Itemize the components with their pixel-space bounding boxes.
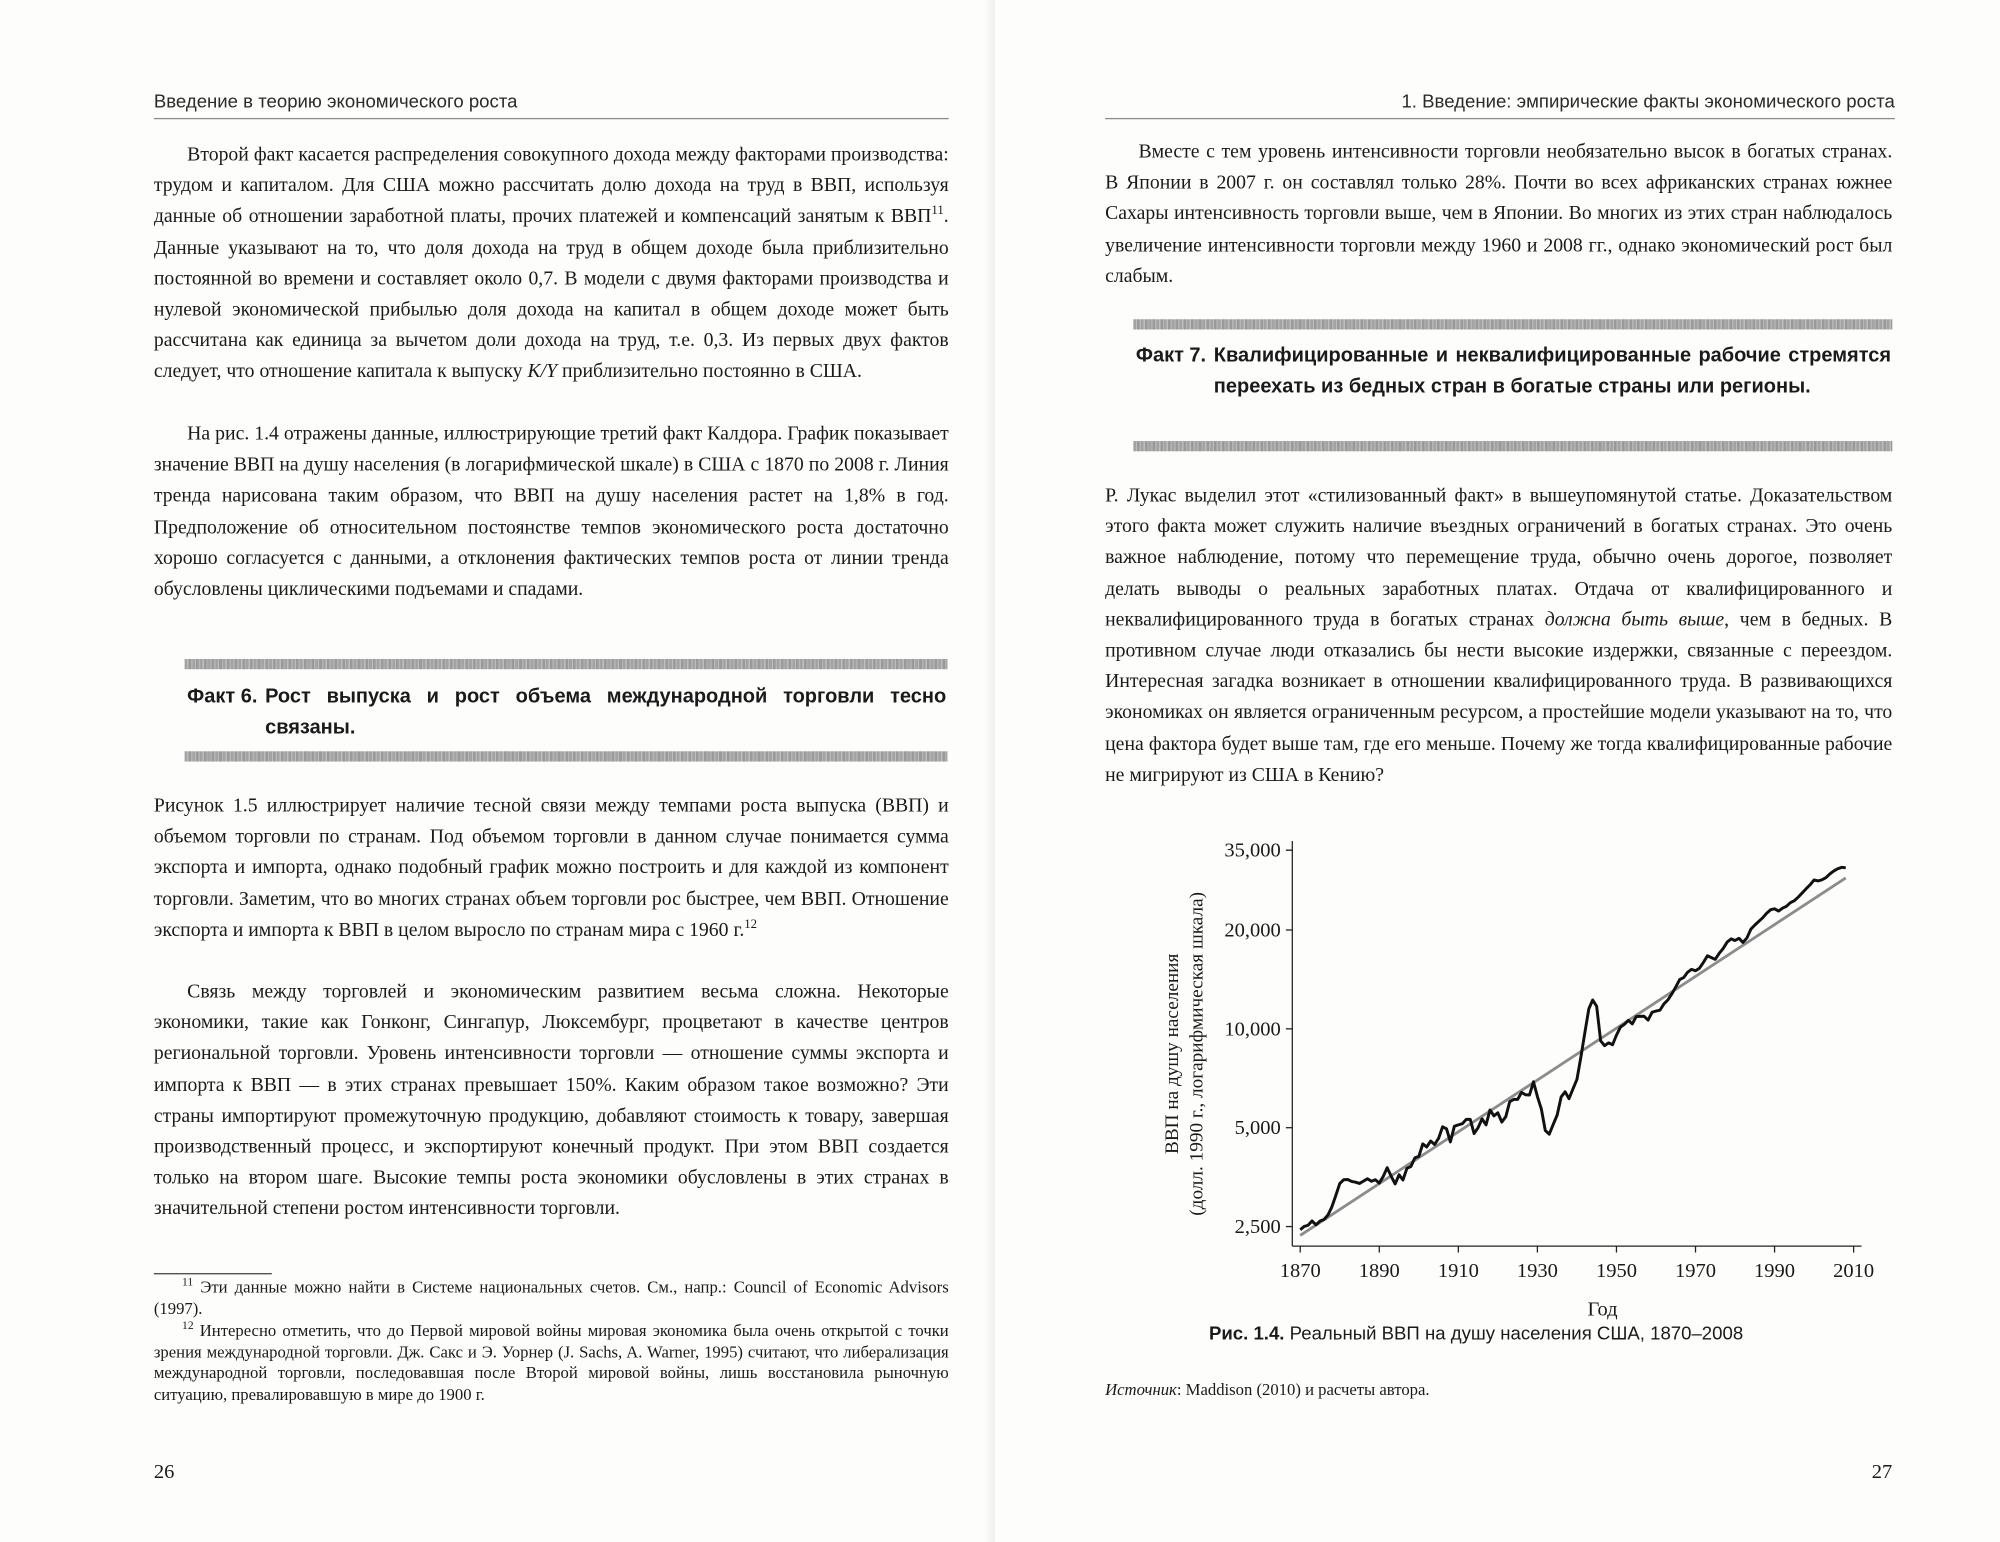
fact6-bottom-bar [185, 751, 948, 761]
y-tick-label: 35,000 [1224, 839, 1281, 862]
running-header-right: 1. Введение: эмпирические факты экономического роста [1401, 92, 1895, 113]
emphasis: должна быть выше [1544, 608, 1725, 631]
x-axis-title: Год [1587, 1298, 1618, 1321]
chart-y-axis-title-line1: ВВП на душу населения [1162, 953, 1184, 1155]
x-tick-label: 1870 [1279, 1259, 1321, 1282]
fact7-label: Факт 7. [1135, 344, 1207, 367]
figure-caption-label: Рис. 1.4. [1208, 1324, 1285, 1345]
figure-caption-text: Реальный ВВП на душу населения США, 1870–2008 [1284, 1324, 1744, 1345]
x-tick-label: 2010 [1833, 1259, 1875, 1282]
chart-y-axis-title-line2: (долл. 1990 г., логарифмическая шкала) [1187, 891, 1208, 1216]
left-page [0, 0, 995, 1542]
fact6-top-bar [185, 659, 948, 669]
footnote-rule [154, 1273, 272, 1274]
paragraph-migration: Р. Лукас выделил этот «стилизованный факт» в вышеупомянутой статье. Доказательством этого факта может служить наличие въездных ограничений в богатых странах. Это очень важное наблюдение, потому что перемещение труда, обычно очень дорогое, позволяет делать выводы о реальных заработных платах. Отдача от квалифицированного и неквалифицированного труда в богатых странах должна быть выше, чем в бедных. В противном случае люди отказались бы нести высокие издержки, связанные с переездом. Интересная загадка возникает в отношении квалифицированного труда. В развивающихся экономиках он является ограниченным ресурсом, а простейшие модели указывают на то, что цена фактора будет выше там, где его меньше. Почему же тогда квалифицированные рабочие не мигрируют из США в Кению? [1105, 484, 1893, 786]
x-tick-label: 1990 [1754, 1259, 1796, 1282]
x-tick-label: 1970 [1675, 1259, 1717, 1282]
fact7-bottom-bar [1133, 441, 1892, 451]
trend-line [1300, 878, 1846, 1235]
fact6-box [187, 682, 946, 744]
figure-source-text: : Maddison (2010) и расчеты автора. [1176, 1379, 1430, 1399]
x-tick-label: 1890 [1358, 1259, 1400, 1282]
footnote-marker: 12 [744, 917, 758, 932]
x-tick-label: 1910 [1437, 1259, 1479, 1282]
gdp-per-capita-chart [1192, 826, 1884, 1329]
figure-caption [1209, 1324, 1743, 1345]
footnote-marker: 12 [182, 1318, 194, 1332]
running-header-left: Введение в теорию экономического роста [153, 92, 518, 113]
fact6-text: Рост выпуска и рост объема международной торговли тесно связаны. [265, 685, 947, 739]
footnote-11: $^{11}$ Эти данные можно найти в Системе национальных счетов. См., напр.: Council of Economic Advisors (1997). [153, 1275, 949, 1318]
page-number-right: 27 [1871, 1461, 1893, 1484]
footnote-marker: 11 [931, 204, 944, 219]
y-tick-label: 2,500 [1234, 1215, 1281, 1238]
header-rule-left [154, 118, 949, 119]
x-tick-label: 1950 [1595, 1259, 1637, 1282]
x-tick-label: 1930 [1516, 1259, 1558, 1282]
y-tick-label: 5,000 [1234, 1117, 1281, 1140]
figure-source [1105, 1379, 1429, 1400]
footnote-12: $^{12}$ Интересно отметить, что до Первой мировой войны мировая экономика была очень открытой с точки зрения международной торговли. Дж. Сакс и Э. Уорнер (J. Sachs, A. Warner, 1995) считают, что либерализация международной торговли, последовавшая после Второй мировой войны, лишь восстановила рыночную ситуацию, превалировавшую в мире до 1900 г. [153, 1318, 949, 1404]
paragraph-labor-share: Второй факт касается распределения совокупного дохода между факторами производства: трудом и капиталом. Для США можно рассчитать долю дохода на труд в ВВП, используя данные об отношении заработной платы, прочих платежей и компенсаций занятым к ВВП$^{11}$. Данные указывают на то, что доля дохода на труд в общем доходе была приблизительно постоянной во времени и составляет около 0,7. В модели с двумя факторами производства и нулевой экономической прибылью доля дохода на капитал в общем доходе может быть рассчитана как единица за вычетом доли дохода на труд, т.е. 0,3. Из первых двух фактов следует, что отношение капитала к выпуску K/Y приблизительно постоянно в США. [153, 143, 949, 383]
emphasis: K/Y [527, 360, 558, 383]
figure-source-label: Источник [1105, 1379, 1177, 1399]
fact7-text: Квалифицированные и неквалифицированные рабочие стремятся переехать из бедных стран в богатые страны или регионы. [1213, 344, 1892, 398]
fact7-box [1136, 341, 1891, 403]
paragraph-trade-development: Связь между торговлей и экономическим развитием весьма сложна. Некоторые экономики, такие как Гонконг, Сингапур, Люксембург, процветают в качестве центров региональной торговли. Уровень интенсивности торговли — отношение суммы экспорта и импорта к ВВП — в этих странах превышает 150%. Каким образом такое возможно? Эти страны импортируют промежуточную продукцию, добавляют стоимость к товару, завершая производственный процесс, и экспортируют конечный продукт. При этом ВВП создается только на втором шаге. Высокие темпы роста экономики обусловлены в этих странах в значительной степени ростом интенсивности торговли. [153, 980, 949, 1220]
paragraph-trade-intensity: Вместе с тем уровень интенсивности торговли необязательно высок в богатых странах. В Японии в 2007 г. он составлял только 28%. Почти во всех африканских странах южнее Сахары интенсивность торговли выше, чем в Японии. Во многих из этих стран наблюдалось увеличение интенсивности торговли между 1960 и 2008 гг., однако экономический рост был слабым. [1105, 141, 1893, 287]
fact6-label: Факт 6. [187, 685, 258, 708]
y-tick-label: 20,000 [1224, 919, 1281, 942]
paragraph-trade-growth: Рисунок 1.5 иллюстрирует наличие тесной связи между темпами роста выпуска (ВВП) и объемом торговли по странам. Под объемом торговли в данном случае понимается сумма экспорта и импорта, однако подобный график можно построить и для каждой из компонент торговли. Заметим, что во многих странах объем торговли рос быстрее, чем ВВП. Отношение экспорта и импорта к ВВП в целом выросло по странам мира с 1960 г.$^{12}$ [153, 794, 949, 941]
page-number-left: 26 [153, 1461, 175, 1484]
y-tick-label: 10,000 [1224, 1018, 1281, 1041]
gdp-series-line [1300, 867, 1846, 1229]
fact7-top-bar [1133, 319, 1892, 329]
header-rule-right [1105, 118, 1895, 119]
paragraph-kaldor-third-fact: На рис. 1.4 отражены данные, иллюстрирующие третий факт Калдора. График показывает значение ВВП на душу населения (в логарифмической шкале) в США с 1870 по 2008 г. Линия тренда нарисована таким образом, что ВВП на душу населения растет на 1,8% в год. Предположение об относительном постоянстве темпов экономического роста достаточно хорошо согласуется с данными, а отклонения фактических темпов роста от линии тренда обусловлены циклическими подъемами и спадами. [153, 423, 949, 601]
footnote-marker: 11 [182, 1275, 194, 1289]
